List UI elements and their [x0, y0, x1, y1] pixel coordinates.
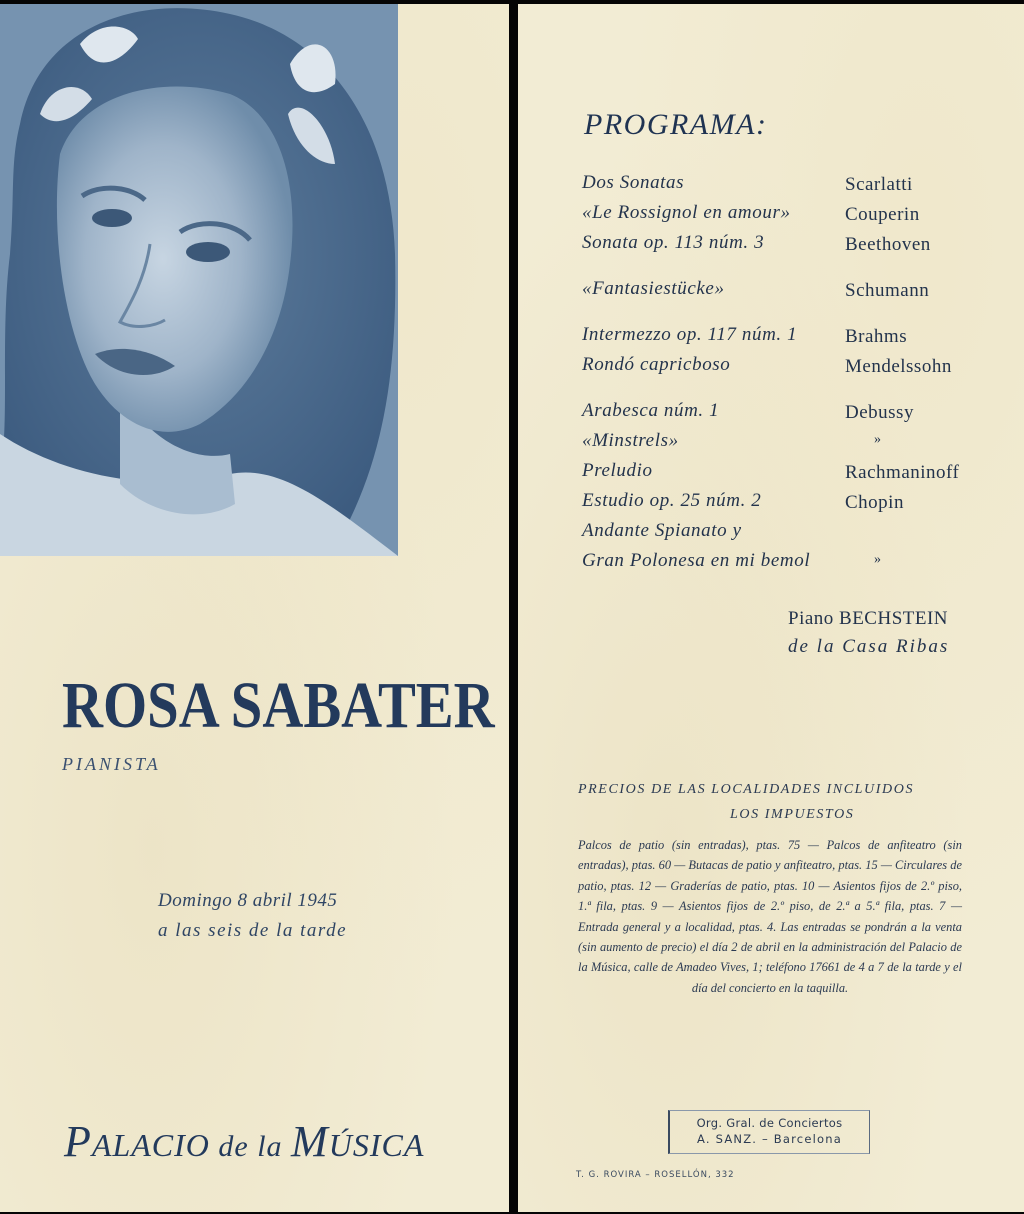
program-composer: Brahms: [845, 326, 908, 347]
program-composer: Debussy: [845, 402, 914, 423]
venue-part: de la: [209, 1130, 292, 1163]
prices-heading-taxes: LOS IMPUESTOS: [730, 807, 855, 822]
concert-time: a las seis de la tarde: [158, 920, 348, 941]
program-work: Andante Spianato y: [582, 520, 742, 541]
performer-name: ROSA SABATER: [62, 669, 495, 742]
program-composer: »: [874, 432, 882, 447]
piano-supplier: de la Casa Ribas: [788, 636, 950, 657]
concert-date: Domingo 8 abril 1945: [158, 890, 338, 911]
venue-part: ALACIO: [91, 1127, 210, 1163]
program-work: Estudio op. 25 núm. 2: [582, 490, 762, 511]
program-composer: Chopin: [845, 492, 904, 513]
venue-part: P: [64, 1117, 92, 1166]
program-composer: Scarlatti: [845, 174, 913, 195]
pianist-portrait: [0, 4, 398, 556]
program-work: Intermezzo op. 117 núm. 1: [582, 324, 798, 345]
performer-role: PIANISTA: [62, 754, 161, 774]
organizer-box: [668, 1110, 870, 1154]
program-work: «Le Rossignol en amour»: [582, 202, 791, 223]
program-composer: Beethoven: [845, 234, 931, 255]
program-work: «Fantasiestücke»: [582, 278, 725, 299]
program-composer: Couperin: [845, 204, 920, 225]
program-work: Sonata op. 113 núm. 3: [582, 232, 765, 253]
organizer-name: Org. Gral. de Conciertos: [696, 1116, 843, 1130]
program-composer: Rachmaninoff: [845, 462, 960, 483]
front-page: [0, 4, 509, 1212]
program-page: [518, 4, 1024, 1212]
venue-name: [64, 1116, 424, 1167]
program-heading: PROGRAMA:: [584, 108, 768, 141]
venue-part: ÚSICA: [328, 1127, 425, 1163]
prices-heading: PRECIOS DE LAS LOCALIDADES INCLUIDOS: [578, 782, 915, 797]
program-work: Dos Sonatas: [582, 172, 685, 193]
program-work: Arabesca núm. 1: [582, 400, 720, 421]
program-work: Rondó capricboso: [582, 354, 731, 375]
organizer-city: A. SANZ. – Barcelona: [697, 1132, 842, 1146]
program-work: «Minstrels»: [582, 430, 679, 451]
prices-text: Palcos de patio (sin entradas), ptas. 75 — Palcos de anfiteatro (sin entradas), ptas. 60 — Butacas de patio y anfiteatro, ptas. 15 — Circulares de patio, ptas. 12 — Graderías de patio, ptas. 10 — Asientos fijos de 2.º piso, 1.ª fila, ptas. 9 — Asientos fijos de 2.º piso, de 2.ª a 5.ª fila, ptas. 7 — Entrada general y a localidad, ptas. 4. Las entradas se pondrán a la venta (sin aumento de precio) el día 2 de abril en la administración del Palacio de la Música, calle de Amadeo Vives, 1; teléfono 17661 de 4 a 7 de la tarde y el día del concierto en la taquilla.: [578, 838, 962, 995]
program-composer: Schumann: [845, 280, 930, 301]
printer-credit: T. G. ROVIRA – ROSELLÓN, 332: [576, 1170, 735, 1180]
program-composer: »: [874, 552, 882, 567]
program-composer: Mendelssohn: [845, 356, 952, 377]
piano-credit: Piano BECHSTEIN: [788, 608, 949, 629]
program-work: Gran Polonesa en mi bemol: [582, 550, 811, 571]
program-work: Preludio: [582, 460, 653, 481]
venue-part: M: [291, 1117, 329, 1166]
